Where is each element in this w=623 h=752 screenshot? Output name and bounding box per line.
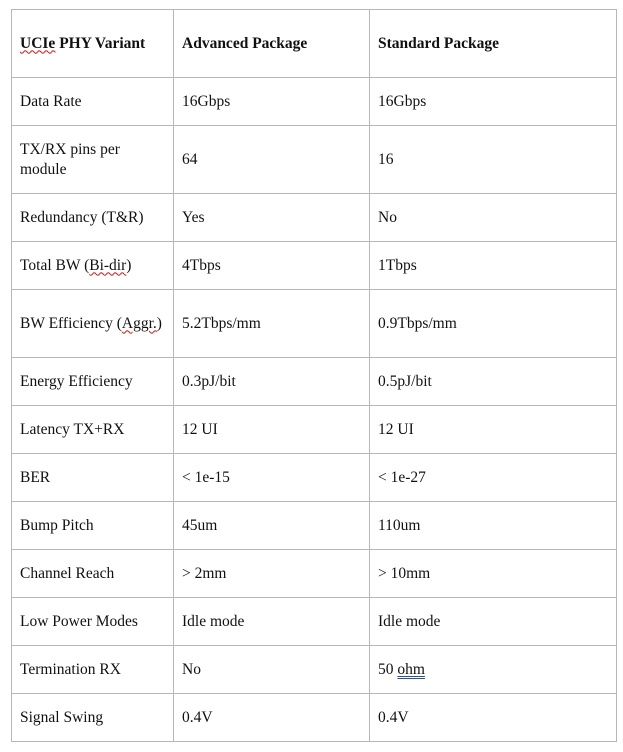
advanced-value: 0.4V bbox=[174, 694, 370, 742]
row-label: Latency TX+RX bbox=[12, 406, 174, 454]
standard-value: 0.9Tbps/mm bbox=[370, 290, 617, 358]
table-row bbox=[12, 694, 617, 742]
advanced-value: 5.2Tbps/mm bbox=[174, 290, 370, 358]
header-phy-variant-rest: PHY Variant bbox=[59, 34, 146, 52]
advanced-value: 12 UI bbox=[174, 406, 370, 454]
row-label-suffix: ) bbox=[126, 256, 132, 274]
row-label-underlined: Aggr. bbox=[121, 314, 157, 332]
row-label-prefix: BW Efficiency ( bbox=[20, 314, 122, 332]
standard-value: < 1e-27 bbox=[370, 454, 617, 502]
row-label: Signal Swing bbox=[12, 694, 174, 742]
table-row bbox=[12, 126, 617, 194]
row-label bbox=[12, 242, 174, 290]
advanced-value: Idle mode bbox=[174, 598, 370, 646]
table-row bbox=[12, 454, 617, 502]
advanced-value: Yes bbox=[174, 194, 370, 242]
row-label: Data Rate bbox=[12, 78, 174, 126]
table-row bbox=[12, 358, 617, 406]
row-label: Energy Efficiency bbox=[12, 358, 174, 406]
standard-value-underlined: ohm bbox=[397, 660, 425, 678]
standard-value: 0.4V bbox=[370, 694, 617, 742]
row-label-suffix: ) bbox=[156, 314, 162, 332]
header-standard-package: Standard Package bbox=[370, 10, 617, 78]
row-label: Low Power Modes bbox=[12, 598, 174, 646]
advanced-value: 64 bbox=[174, 126, 370, 194]
row-label: Redundancy (T&R) bbox=[12, 194, 174, 242]
standard-value: 110um bbox=[370, 502, 617, 550]
table-header-row bbox=[12, 10, 617, 78]
standard-value: 12 UI bbox=[370, 406, 617, 454]
standard-value: 16 bbox=[370, 126, 617, 194]
row-label: Termination RX bbox=[12, 646, 174, 694]
table-row bbox=[12, 242, 617, 290]
row-label: Bump Pitch bbox=[12, 502, 174, 550]
standard-value: > 10mm bbox=[370, 550, 617, 598]
row-label-underlined: Bi-dir bbox=[89, 256, 127, 274]
table-row bbox=[12, 598, 617, 646]
table-row bbox=[12, 550, 617, 598]
row-label: BER bbox=[12, 454, 174, 502]
table-row bbox=[12, 406, 617, 454]
standard-value: 0.5pJ/bit bbox=[370, 358, 617, 406]
advanced-value: 16Gbps bbox=[174, 78, 370, 126]
row-label: TX/RX pins per module bbox=[12, 126, 174, 194]
comparison-table-container bbox=[11, 9, 616, 742]
advanced-value: > 2mm bbox=[174, 550, 370, 598]
header-phy-variant-ucie: UCIe bbox=[20, 34, 56, 52]
standard-value: No bbox=[370, 194, 617, 242]
table-row bbox=[12, 194, 617, 242]
standard-value-prefix: 50 bbox=[378, 660, 398, 678]
advanced-value: < 1e-15 bbox=[174, 454, 370, 502]
row-label bbox=[12, 290, 174, 358]
header-phy-variant bbox=[12, 10, 174, 78]
row-label: Channel Reach bbox=[12, 550, 174, 598]
table-row bbox=[12, 502, 617, 550]
table-row bbox=[12, 646, 617, 694]
ucie-phy-comparison-table bbox=[11, 9, 617, 742]
standard-value bbox=[370, 646, 617, 694]
advanced-value: 0.3pJ/bit bbox=[174, 358, 370, 406]
row-label-prefix: Total BW ( bbox=[20, 256, 90, 274]
advanced-value: 45um bbox=[174, 502, 370, 550]
table-row bbox=[12, 78, 617, 126]
advanced-value: No bbox=[174, 646, 370, 694]
standard-value: Idle mode bbox=[370, 598, 617, 646]
table-row bbox=[12, 290, 617, 358]
advanced-value: 4Tbps bbox=[174, 242, 370, 290]
header-advanced-package: Advanced Package bbox=[174, 10, 370, 78]
standard-value: 1Tbps bbox=[370, 242, 617, 290]
standard-value: 16Gbps bbox=[370, 78, 617, 126]
